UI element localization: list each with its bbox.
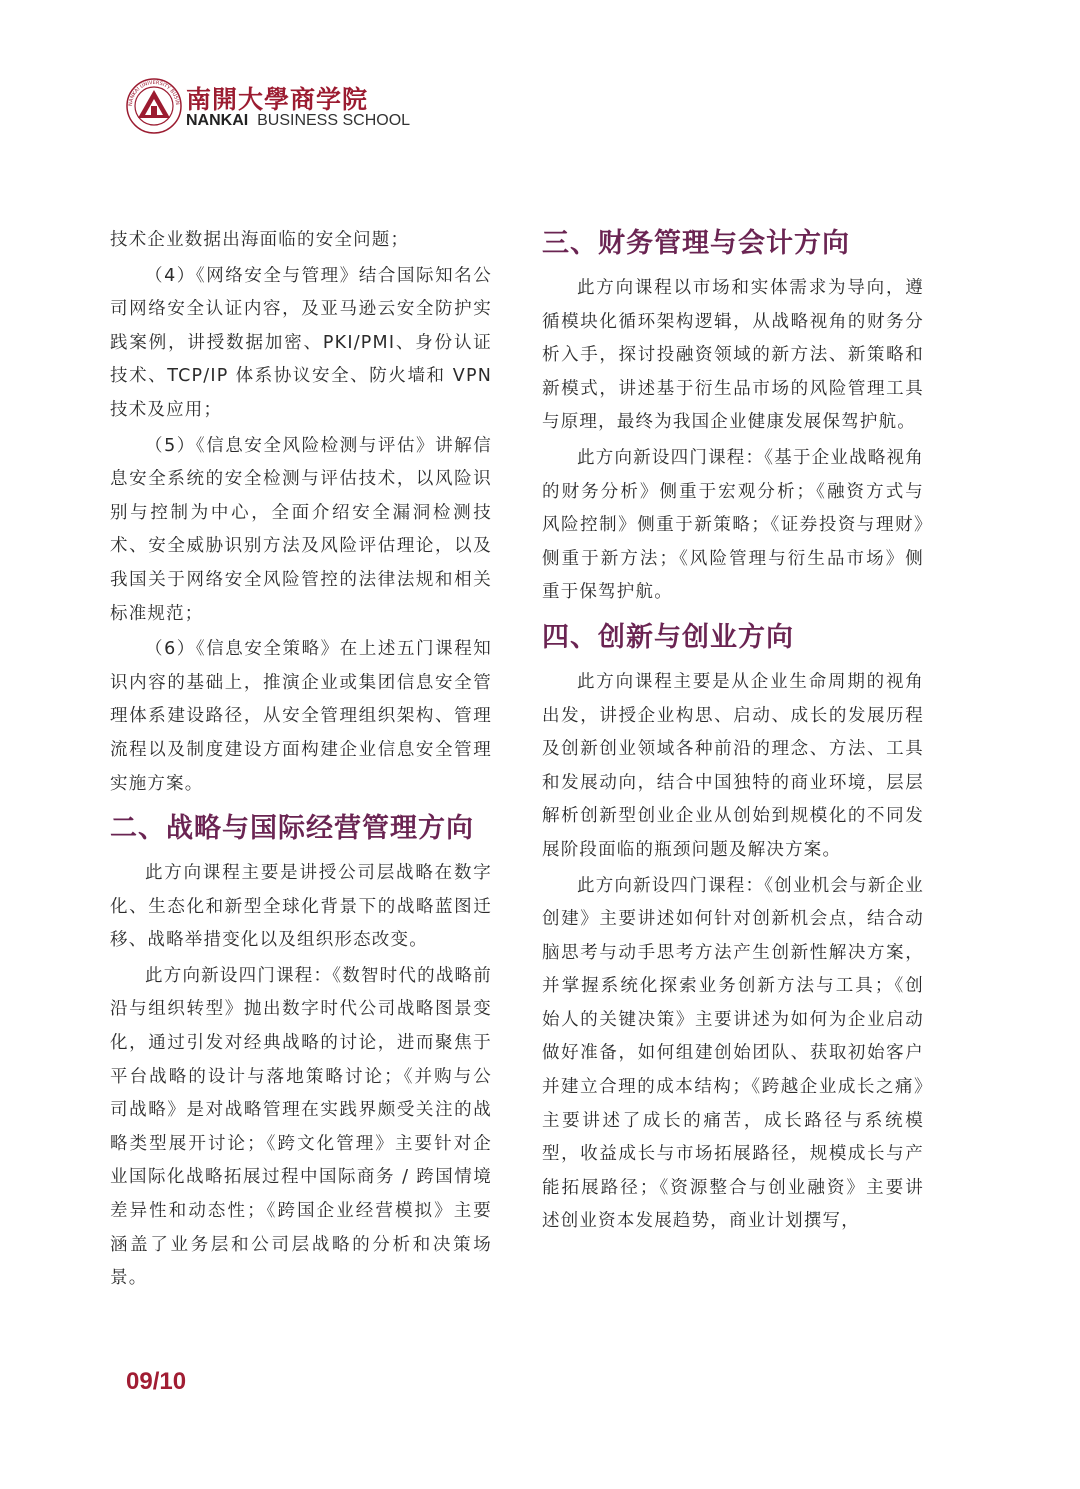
school-name-cn: 南開大學商学院	[186, 85, 369, 114]
section-title-innovation: 四、创新与创业方向	[542, 621, 794, 653]
paragraph: 此方向新设四门课程：《基于企业战略视角的财务分析》侧重于宏观分析；《融资方式与风险控制》侧重于新策略；《证券投资与理财》侧重于新方法；《风险管理与衍生品市场》侧重于保驾护航。	[542, 447, 924, 603]
page-number: 09/10	[126, 1368, 187, 1395]
svg-text:NANKAI UNIVERSITY BUSINESS SCH: NANKAI UNIVERSITY BUSIN	[127, 79, 181, 107]
nankai-seal-icon	[126, 78, 182, 134]
paragraph: 此方向新设四门课程：《创业机会与新企业创建》主要讲述如何针对创新机会点，结合动脑思考与动手思考方法产生创新性解决方案，并掌握系统化探索业务创新方法与工具；《创始人的关键决策》主要讲述为如何为企业启动做好准备，如何组建创始团队、获取初始客户并建立合理的成本结构；《跨越企业成长之痛》主要讲述了成长的痛苦，成长路径与系统模型，收益成长与市场拓展路径，规模成长与产能拓展路径；《资源整合与创业融资》主要讲述创业资本发展趋势，商业计划撰写，	[542, 875, 924, 1232]
paragraph: 此方向课程以市场和实体需求为导向，遵循模块化循环架构逻辑，从战略视角的财务分析入手，探讨投融资领域的新方法、新策略和新模式，讲述基于衍生品市场的风险管理工具与原理，最终为我国企业健康发展保驾护航。	[542, 278, 924, 433]
paragraph: （4）《网络安全与管理》结合国际知名公司网络安全认证内容，及亚马逊云安全防护实践案例，讲授数据加密、PKI/PMI、身份认证技术、TCP/IP 体系协议安全、防火墙和 VPN 技术及应用；	[110, 265, 492, 420]
school-name-en: NANKAI BUSINESS SCHOOL	[186, 112, 411, 129]
paragraph: 此方向新设四门课程：《数智时代的战略前沿与组织转型》抛出数字时代公司战略图景变化，通过引发对经典战略的讨论，进而聚焦于平台战略的设计与落地策略讨论；《并购与公司战略》是对战略管理在实践界颇受关注的战略类型展开讨论；《跨文化管理》主要针对企业国际化战略拓展过程中国际商务 / 跨国情境差异性和动态性；《跨国企业经营模拟》主要涵盖了业务层和公司层战略的分析和决策场景。	[110, 965, 492, 1289]
section-title-strategy: 二、战略与国际经营管理方向	[110, 813, 474, 845]
paragraph: （6）《信息安全策略》在上述五门课程知识内容的基础上，推演企业或集团信息安全管理体系建设路径，从安全管理组织架构、管理流程以及制度建设方面构建企业信息安全管理实施方案。	[110, 639, 492, 794]
left-column	[110, 224, 492, 1298]
right-column	[542, 224, 924, 1241]
paragraph: 技术企业数据出海面临的安全问题；	[110, 230, 410, 250]
section-title-finance: 三、财务管理与会计方向	[542, 228, 850, 259]
paragraph: 此方向课程主要是讲授公司层战略在数字化、生态化和新型全球化背景下的战略蓝图迁移、战略举措变化以及组织形态改变。	[110, 863, 492, 951]
paragraph: 此方向课程主要是从企业生命周期的视角出发，讲授企业构思、启动、成长的发展历程及创新创业领域各种前沿的理念、方法、工具和发展动向，结合中国独特的商业环境，层层解析创新型创业企业从创始到规模化的不同发展阶段面临的瓶颈问题及解决方案。	[542, 671, 924, 860]
paragraph: （5）《信息安全风险检测与评估》讲解信息安全系统的安全检测与评估技术，以风险识别与控制为中心，全面介绍安全漏洞检测技术、安全威胁识别方法及风险评估理论，以及我国关于网络安全风险管控的法律法规和相关标准规范；	[110, 435, 492, 624]
